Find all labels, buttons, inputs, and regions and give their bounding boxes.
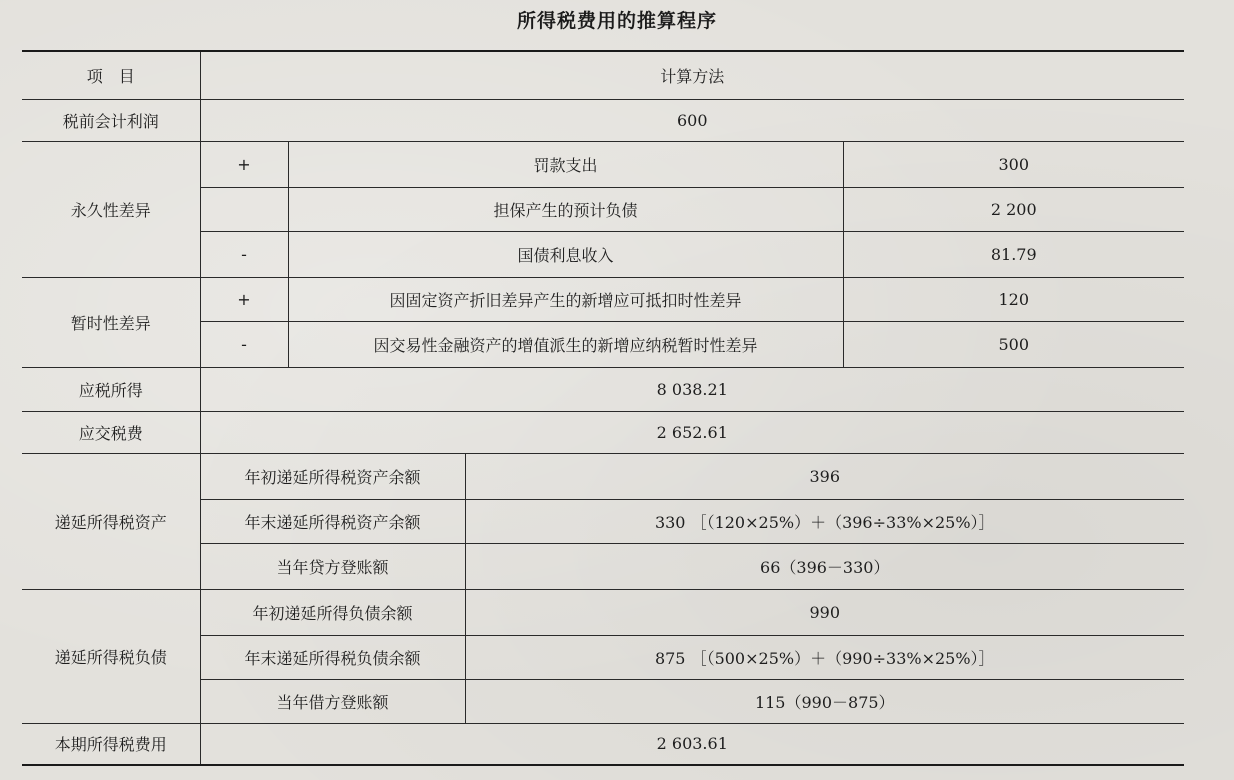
tax-expense-table: [22, 50, 1184, 766]
taxable-income-value: 8 038.21: [200, 367, 1184, 411]
temporary-sign-minus: -: [200, 321, 288, 367]
dtl-row-1: [22, 589, 1184, 635]
table-header-row: [22, 51, 1184, 99]
deferred-tax-liability-label: 递延所得税负债: [22, 589, 200, 723]
dtl-value-debit: 115（990－875）: [465, 679, 1184, 723]
current-tax-expense-label: 本期所得税费用: [22, 723, 200, 765]
table-title: 所得税费用的推算程序: [516, 10, 717, 32]
tax-payable-label: 应交税费: [22, 411, 200, 453]
temporary-sign-plus: +: [200, 277, 288, 321]
temporary-desc-trading-assets: 因交易性金融资产的增值派生的新增应纳税暂时性差异: [288, 321, 843, 367]
permanent-desc-fine: 罚款支出: [288, 141, 843, 187]
taxable-income-label: 应税所得: [22, 367, 200, 411]
taxable-income-row: [22, 367, 1184, 411]
permanent-row-1: [22, 141, 1184, 187]
header-item: 项 目: [22, 51, 200, 99]
current-tax-expense-row: [22, 723, 1184, 765]
dta-desc-credit: 当年贷方登账额: [200, 543, 465, 589]
dta-value-closing: 330 ［（120×25%）＋（396÷33%×25%）］: [465, 499, 1184, 543]
permanent-value-fine: 300: [843, 141, 1184, 187]
temporary-diff-label: 暂时性差异: [22, 277, 200, 367]
temporary-row-1: [22, 277, 1184, 321]
dta-row-1: [22, 453, 1184, 499]
temporary-desc-depreciation: 因固定资产折旧差异产生的新增应可抵扣时性差异: [288, 277, 843, 321]
pretax-profit-row: [22, 99, 1184, 141]
dtl-desc-closing: 年末递延所得税负债余额: [200, 635, 465, 679]
dta-value-opening: 396: [465, 453, 1184, 499]
permanent-desc-guarantee: 担保产生的预计负债: [288, 187, 843, 231]
permanent-desc-bond-interest: 国债利息收入: [288, 231, 843, 277]
current-tax-expense-value: 2 603.61: [200, 723, 1184, 765]
deferred-tax-asset-label: 递延所得税资产: [22, 453, 200, 589]
dtl-desc-debit: 当年借方登账额: [200, 679, 465, 723]
permanent-sign-plus: +: [200, 141, 288, 187]
temporary-value-depreciation: 120: [843, 277, 1184, 321]
tax-payable-row: [22, 411, 1184, 453]
dta-desc-opening: 年初递延所得税资产余额: [200, 453, 465, 499]
permanent-diff-label: 永久性差异: [22, 141, 200, 277]
header-method: 计算方法: [200, 51, 1184, 99]
permanent-sign-minus: -: [200, 231, 288, 277]
dta-value-credit: 66（396－330）: [465, 543, 1184, 589]
dta-desc-closing: 年末递延所得税资产余额: [200, 499, 465, 543]
permanent-value-bond-interest: 81.79: [843, 231, 1184, 277]
dtl-desc-opening: 年初递延所得负债余额: [200, 589, 465, 635]
temporary-value-trading-assets: 500: [843, 321, 1184, 367]
permanent-value-guarantee: 2 200: [843, 187, 1184, 231]
pretax-profit-label: 税前会计利润: [22, 99, 200, 141]
permanent-sign-blank: [200, 187, 288, 231]
dtl-value-closing: 875 ［（500×25%）＋（990÷33%×25%）］: [465, 635, 1184, 679]
pretax-profit-value: 600: [200, 99, 1184, 141]
dtl-value-opening: 990: [465, 589, 1184, 635]
tax-payable-value: 2 652.61: [200, 411, 1184, 453]
